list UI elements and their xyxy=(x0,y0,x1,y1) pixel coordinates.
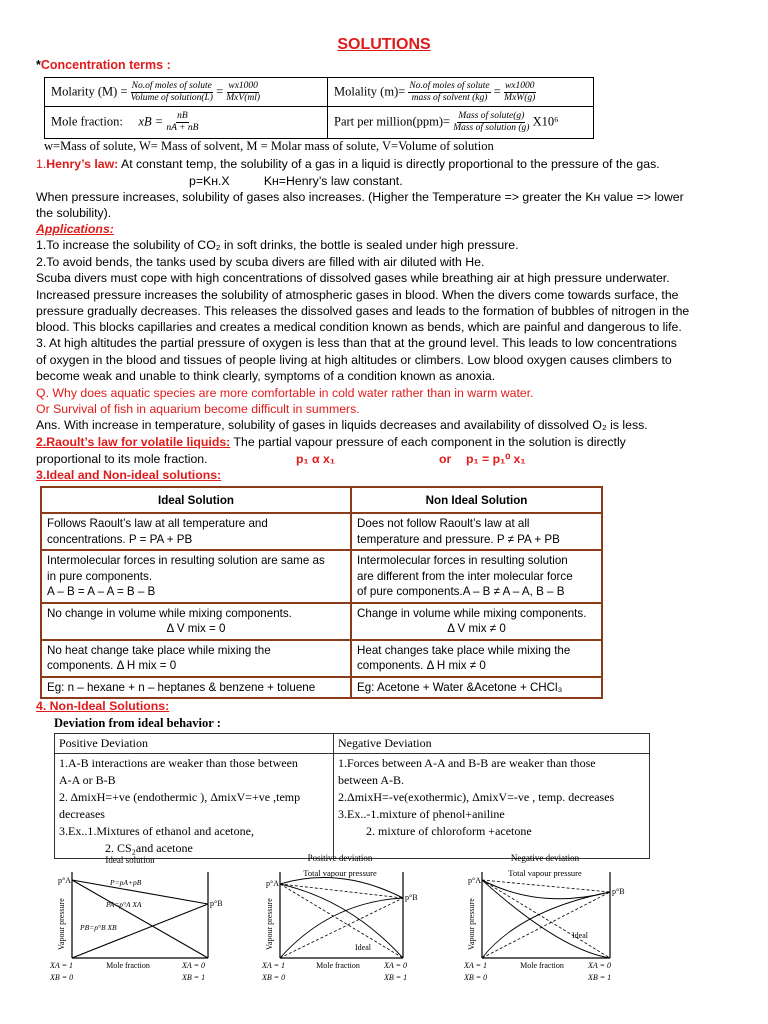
nonideal-heading: 4. Non-Ideal Solutions: xyxy=(36,699,170,713)
svg-text:XA = 0: XA = 0 xyxy=(384,961,408,970)
svg-text:XB = 0: XB = 0 xyxy=(464,973,488,982)
deviation-table xyxy=(54,733,650,859)
svg-text:Vapour pressure: Vapour pressure xyxy=(265,898,274,950)
negative-deviation-graph xyxy=(463,853,625,982)
positive-deviation-cell: 1.A-B interactions are weaker than those between A-A or B-B 2. ΔmixH=+ve (endothermic ), ΔmixV=+ve ,temp decreases 3.Ex..1.Mixtures of ethanol and acetone, 2. CS₂and acetone xyxy=(55,754,334,859)
table-row: No heat change take place while mixing the components. Δ H mix = 0 Heat changes take place while mixing the components. Δ H mix ≠ 0 xyxy=(41,640,602,677)
table-row: Intermolecular forces in resulting solution are same as in pure components. A – B = A – A = B – B Intermolecular forces in resulting solution are different from the inter molecular force of pure components.A – B ≠ A – A, B – B xyxy=(41,550,602,603)
table-row: No change in volume while mixing components. Δ V mix = 0 Change in volume while mixing components. Δ V mix ≠ 0 xyxy=(41,603,602,640)
svg-text:PA=p°A XA: PA=p°A XA xyxy=(106,900,142,909)
svg-text:Positive deviation: Positive deviation xyxy=(307,853,373,863)
svg-text:Ideal: Ideal xyxy=(572,931,588,940)
page-title: SOLUTIONS xyxy=(337,36,431,53)
svg-text:XB = 1: XB = 1 xyxy=(182,973,206,982)
svg-text:Negative deviation: Negative deviation xyxy=(510,853,580,863)
application-8: of oxygen in the blood and tissues of people living at high altitudes or climbers. Low blood oxygen causes climbers to xyxy=(36,353,672,367)
vapour-pressure-graphs xyxy=(0,850,768,1000)
application-6: blood. This blocks capillaries and creates a medical condition known as bends, which are painful and dangerous to life. xyxy=(36,320,682,334)
raoult-line2: proportional to its mole fraction. p₁ α x₁ or p₁ = p₁⁰ x₁ xyxy=(36,452,526,466)
svg-text:XA = 0: XA = 0 xyxy=(182,961,206,970)
ideal-col-header: Ideal Solution xyxy=(41,487,351,513)
svg-text:Total vapour pressure: Total vapour pressure xyxy=(303,868,377,878)
graph-title: Ideal solution xyxy=(105,855,155,865)
concentration-table xyxy=(44,77,594,139)
svg-text:PB=p°B XB: PB=p°B XB xyxy=(80,923,117,932)
molarity-cell: Molarity (M) = $\frac{\text{No.of moles of solute}}{\text{Volume of solution(L)}}$ = $\frac{wx1000}{\text{MxV(ml)}}$ xyxy=(45,78,328,107)
svg-text:XA = 1: XA = 1 xyxy=(262,961,286,970)
svg-text:Mole fraction: Mole fraction xyxy=(316,961,360,970)
table-row: Eg: n – hexane + n – heptanes & benzene + toluene Eg: Acetone + Water &Acetone + CHCl₃ xyxy=(41,677,602,699)
ideal-table xyxy=(40,486,603,699)
molality-cell: Molality (m)= $\frac{\text{No.of moles of solute}}{\text{mass of solvent (kg)}}$ = $\frac{wx1000}{\text{MxW(g)}}$ xyxy=(328,78,594,107)
application-3: Scuba divers must cope with high concentrations of dissolved gases while breathing air at high pressure underwater. xyxy=(36,271,670,285)
negative-deviation-cell: 1.Forces between A-A and B-B are weaker than those between A-B. 2.ΔmixH=-ve(exothermic), ΔmixV=-ve , temp. decreases 3.Ex..-1.mixture of phenol+aniline 2. mixture of chloroform +acetone xyxy=(334,754,650,859)
application-1: 1.To increase the solubility of CO₂ in soft drinks, the bottle is sealed under high pressure. xyxy=(36,238,519,252)
svg-text:Ideal: Ideal xyxy=(355,943,371,952)
svg-text:Mole fraction: Mole fraction xyxy=(520,961,564,970)
ideal-solution-graph xyxy=(49,855,223,982)
concentration-heading: *Concentration terms : xyxy=(36,58,171,72)
ppm-cell: Part per million(ppm)= $\frac{\text{Mass of solute(g)}}{\text{Mass of solution (g)}}$ X10⁶ xyxy=(328,107,594,139)
application-2: 2.To avoid bends, the tanks used by scuba divers are filled with air diluted with He. xyxy=(36,255,485,269)
application-7: 3. At high altitudes the partial pressure of oxygen is less than that at the ground level. This leads to low concentrations xyxy=(36,336,677,350)
question-2: Or Survival of fish in aquarium become difficult in summers. xyxy=(36,402,360,416)
svg-text:P=pA+pB: P=pA+pB xyxy=(110,878,142,887)
question-1: Q. Why does aquatic species are more comfortable in cold water rather than in warm water. xyxy=(36,386,534,400)
concentration-heading-text: Concentration terms : xyxy=(40,58,171,72)
svg-text:p°A: p°A xyxy=(266,879,279,888)
henry-formula: p=Kʜ.X Kʜ=Henry’s law constant. xyxy=(189,174,403,188)
svg-text:p°B: p°B xyxy=(612,887,625,896)
mole-fraction-cell: Mole fraction: xB = $\frac{nB}{nA + nB}$ xyxy=(45,107,328,139)
svg-text:XB = 0: XB = 0 xyxy=(262,973,286,982)
svg-text:p°A: p°A xyxy=(468,876,481,885)
svg-text:Mole fraction: Mole fraction xyxy=(106,961,150,970)
svg-text:p°B: p°B xyxy=(210,899,223,908)
nonideal-col-header: Non Ideal Solution xyxy=(351,487,602,513)
applications-heading: Applications: xyxy=(36,222,114,236)
positive-deviation-header: Positive Deviation xyxy=(55,734,334,754)
application-5: pressure gradually decreases. This releases the dissolved gases and leads to the formation of bubbles of nitrogen in the xyxy=(36,304,690,318)
svg-text:XB = 0: XB = 0 xyxy=(50,973,74,982)
svg-text:XA = 1: XA = 1 xyxy=(464,961,488,970)
answer: Ans. With increase in temperature, solubility of gases in liquids decreases and availability of dissolved O₂ is less. xyxy=(36,418,648,432)
negative-deviation-header: Negative Deviation xyxy=(334,734,650,754)
henry-line3: When pressure increases, solubility of gases also increases. (Higher the Temperature => greater the Kʜ value => lower xyxy=(36,190,684,204)
table-row: Follows Raoult’s law at all temperature and concentrations. P = PA + PB Does not follow Raoult’s law at all temperature and pressure. P ≠ PA + PB xyxy=(41,513,602,550)
henry-line: 1.Henry’s law: At constant temp, the solubility of a gas in a liquid is directly proportional to the pressure of the gas. xyxy=(36,157,660,171)
svg-text:XB = 1: XB = 1 xyxy=(384,973,408,982)
raoult-line: 2.Raoult’s law for volatile liquids: The partial vapour pressure of each component in the solution is directly xyxy=(36,435,626,449)
concentration-legend: w=Mass of solute, W= Mass of solvent, M = Molar mass of solute, V=Volume of solution xyxy=(44,139,494,153)
svg-text:Total vapour pressure: Total vapour pressure xyxy=(508,868,582,878)
henry-line4: the solubility). xyxy=(36,206,112,220)
svg-text:p°B: p°B xyxy=(405,893,418,902)
application-4: Increased pressure increases the solubility of atmospheric gases in blood. When the divers come towards surface, the xyxy=(36,288,679,302)
ideal-heading: 3.Ideal and Non-ideal solutions: xyxy=(36,468,222,482)
application-9: become weak and unable to think clearly, symptoms of a condition known as anoxia. xyxy=(36,369,496,383)
deviation-subheading: Deviation from ideal behavior : xyxy=(54,716,221,730)
svg-text:p°A: p°A xyxy=(58,876,71,885)
svg-text:XA = 1: XA = 1 xyxy=(50,961,74,970)
svg-text:XA = 0: XA = 0 xyxy=(588,961,612,970)
svg-text:Vapour pressure: Vapour pressure xyxy=(57,898,66,950)
positive-deviation-graph xyxy=(261,853,418,982)
svg-text:XB = 1: XB = 1 xyxy=(588,973,612,982)
svg-text:Vapour pressure: Vapour pressure xyxy=(467,898,476,950)
